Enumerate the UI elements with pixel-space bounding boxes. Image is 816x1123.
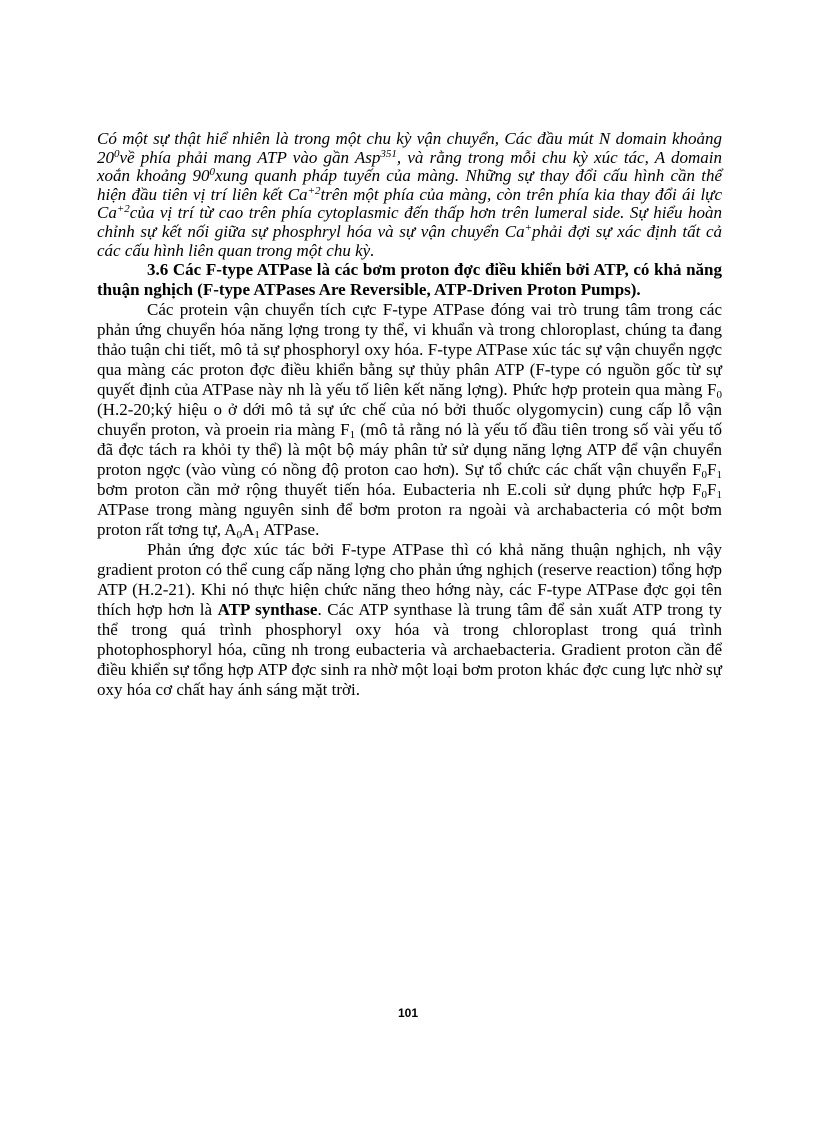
paragraph-f-type-atpase — [97, 300, 722, 540]
text-run: (H.2-20;ký hiệu o ở dới mô tả sự ức chế của nó bởi thuốc olygomycin) cung cấp lỗ vận chuyển proton, và proein ria màng F — [97, 400, 722, 440]
page-number: 101 — [397, 1006, 419, 1020]
subscript: 1 — [254, 529, 260, 542]
subscript: 0 — [236, 529, 243, 542]
page-content — [97, 130, 722, 700]
text-run: F — [707, 460, 717, 480]
text-run: về phía phải mang ATP vào gần Asp — [119, 147, 381, 167]
text-run: , và rằng trong mỗi chu kỳ xúc tác, A domain xoắn khoảng 90 — [97, 147, 722, 186]
subscript: 1 — [349, 429, 356, 442]
text-run: Phản ứng đợc xúc tác bởi F-type ATPase thì có khả năng thuận nghịch, nh vậy gradient proton có thể cung cấp năng lợng cho phản ứng nghịch (reserve reaction) tổng hợp ATP (H.2-21). Khi nó thực hiện chức năng theo hớng này, các F-type ATPase đợc gọi tên thích hợp hơn là — [97, 540, 722, 620]
section-heading: 3.6 Các F-type ATPase là các bơm proton đợc điều khiển bởi ATP, có khả năng thuận nghịch (F-type ATPases Are Reversible, ATP-Driven Proton Pumps). — [97, 260, 722, 300]
text-run: . Các ATP synthase là trung tâm để sản xuất ATP trong ty thể trong quá trình phosphoryl oxy hóa và trong chloroplast trong quá trình photophosphoryl hóa, cũng nh trong eubacteria và archaebacteria. Gradient proton cần để điều khiển sự tổng hợp ATP đợc sinh ra nhờ một loại bơm proton khác đợc cung lực nhờ sự oxy hóa cơ chất hay ánh sáng mặt trời. — [97, 600, 722, 700]
superscript: 0 — [209, 166, 216, 179]
intro-paragraph — [97, 130, 722, 260]
text-run: trên một phía của màng, còn trên phía kia thay đổi ái lực Ca — [97, 184, 722, 223]
subscript: 1 — [716, 469, 722, 482]
paragraph-atp-synthase — [97, 540, 722, 700]
text-run: ATPase. — [259, 520, 320, 540]
superscript: +2 — [116, 203, 130, 216]
text-run: ATPase trong màng nguyên sinh để bơm proton ra ngoài và archabacteria có một bơm proton rất tơng tự, A — [97, 500, 722, 540]
text-run: bơm proton cần mở rộng thuyết tiến hóa. Eubacteria nh E.coli sử dụng phức hợp F — [97, 480, 702, 500]
subscript: 1 — [716, 489, 722, 502]
superscript: 0 — [114, 147, 120, 160]
text-run: Có một sự thật hiể nhiên là trong một chu kỳ vận chuyển, Các đầu mút N domain khoảng 20 — [97, 129, 722, 167]
text-run: của vị trí từ cao trên phía cytoplasmic đến thấp hơn trên lumeral side. Sự hiểu hoàn chỉnh sự kết nối giữa sự phosphryl hóa và sự vận chuyển Ca — [97, 203, 722, 241]
text-run: phải đợi sự xác định tất cả các cấu hình liên quan trong một chu kỳ. — [97, 221, 722, 260]
text-run: (mô tả rằng nó là yếu tố đầu tiên trong số vài yếu tố đã đợc tách ra khỏi ty thể) là một bộ máy phân tử sử dụng năng lợng ATP để vận chuyển proton ngợc (vào vùng có nồng độ proton cao hơn). Sự tổ chức các chất vận chuyển F — [97, 420, 722, 480]
text-run: F — [707, 480, 717, 500]
text-run: xung quanh pháp tuyến của màng. Những sự thay đổi cấu hình cần thể hiện đầu tiên vị trí liên kết Ca — [97, 166, 722, 204]
bold-term-atp-synthase: ATP synthase — [217, 600, 318, 620]
superscript: + — [524, 221, 533, 234]
subscript: 0 — [716, 389, 722, 402]
superscript: 351 — [380, 147, 397, 160]
text-run: A — [242, 520, 255, 540]
text-run: Các protein vận chuyển tích cực F-type ATPase đóng vai trò trung tâm trong các phản ứng chuyển hóa năng lợng trong ty thể, vi khuẩn và trong chloroplast, chúng ta đang thảo tuận chi tiết, mô tả sự phosphoryl oxy hóa. F-type ATPase xúc tác sự vận chuyển ngợc qua màng các proton đợc điều khiển bằng sự thủy phân ATP (F-type có nguồn gốc từ sự quyết định của ATPase này nh là yếu tố liên kết năng lợng). Phức hợp protein qua màng F — [97, 300, 722, 400]
superscript: +2 — [307, 184, 321, 197]
subscript: 0 — [701, 469, 708, 482]
subscript: 0 — [701, 489, 708, 502]
